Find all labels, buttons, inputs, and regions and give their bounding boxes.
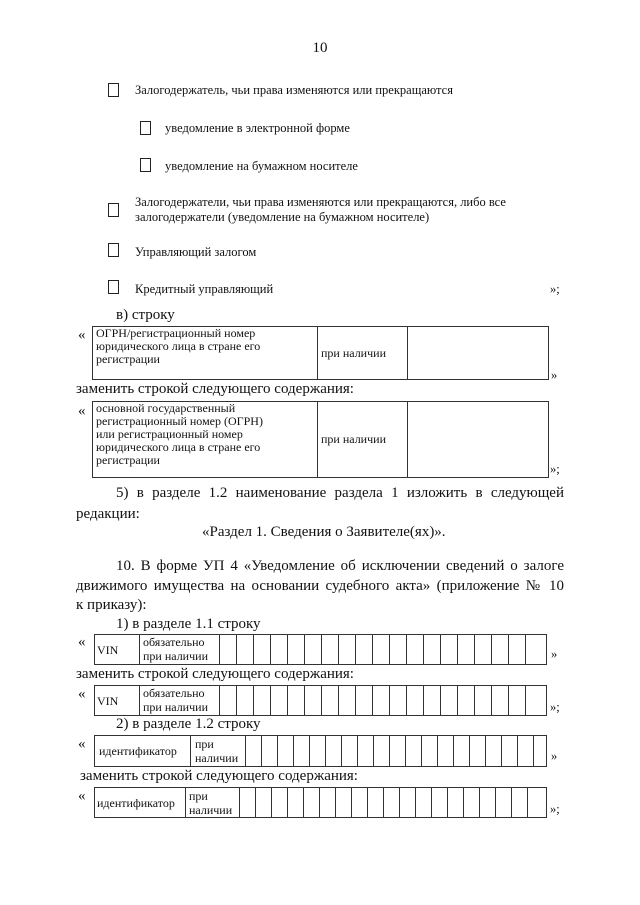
option-pledgeholders-line2: залогодержатели (уведомление на бумажном носителе) (135, 210, 430, 224)
id-row-new (94, 787, 547, 818)
vin-row-new (94, 685, 547, 716)
text: основной государственный (96, 401, 236, 415)
option-manager-label: Управляющий залогом (135, 245, 257, 259)
table-ogrn-old-cell2: при наличии (318, 327, 408, 380)
sub-item-2: 2) в разделе 1.2 строку (116, 716, 261, 732)
open-quote: « (78, 686, 86, 702)
table-ogrn-new-cell1 (93, 402, 318, 478)
option-pledgeholder-label: Залогодержатель, чьи права изменяются или прекращаются (135, 83, 453, 97)
end-mark: »; (550, 282, 560, 296)
vin-row-old (94, 634, 547, 665)
id-row-old (94, 735, 547, 767)
text: при (195, 737, 214, 751)
checkbox-pledgeholder[interactable] (108, 83, 119, 97)
open-quote: « (78, 403, 86, 419)
end-mark: »; (550, 700, 560, 714)
vin-label: VIN (97, 694, 119, 708)
table-ogrn-new-cell3 (408, 402, 549, 478)
para10-line3: к приказу): (76, 597, 147, 613)
text: юридического лица в стране его (96, 440, 261, 454)
option-paper-label: уведомление на бумажном носителе (165, 159, 358, 173)
checkbox-electronic[interactable] (140, 121, 151, 135)
text: юридического лица в стране его (96, 339, 261, 353)
page-number: 10 (312, 40, 328, 56)
id-requirement (195, 737, 238, 765)
para5-line2: редакции: (76, 506, 140, 522)
vin-requirement (143, 686, 208, 714)
option-pledgeholders-line1: Залогодержатели, чьи права изменяются или прекращаются, либо все (135, 195, 506, 209)
open-quote: « (78, 788, 86, 804)
replace-line-2: заменить строкой следующего содержания: (76, 666, 354, 682)
checkbox-paper[interactable] (140, 158, 151, 172)
table-ogrn-new-cell2: при наличии (318, 402, 408, 478)
table-ogrn-old-cell3 (408, 327, 549, 380)
id-label: идентификатор (99, 744, 177, 758)
section-title: «Раздел 1. Сведения о Заявителе(ях)». (202, 524, 446, 540)
id-requirement (189, 789, 232, 817)
vin-label: VIN (97, 643, 119, 657)
vin-requirement (143, 635, 208, 663)
open-quote: « (78, 327, 86, 343)
end-mark: »; (550, 802, 560, 816)
text: при (189, 789, 208, 803)
end-mark: » (551, 749, 558, 763)
end-mark: »; (550, 462, 560, 476)
text: наличии (189, 803, 233, 817)
open-quote: « (78, 736, 86, 752)
checkbox-credit-manager[interactable] (108, 280, 119, 294)
text: или регистрационный номер (96, 427, 243, 441)
option-credit-manager-label: Кредитный управляющий (135, 282, 274, 296)
option-electronic-label: уведомление в электронной форме (165, 121, 350, 135)
text: при наличии (143, 700, 208, 714)
table-ogrn-old (92, 326, 549, 380)
table-ogrn-old-cell1 (93, 327, 318, 380)
end-mark: » (551, 368, 558, 382)
id-label: идентификатор (97, 796, 175, 810)
text: при наличии (143, 649, 208, 663)
para5-line1: 5) в разделе 1.2 наименование раздела 1 изложить в следующей (116, 485, 564, 501)
text: обязательно (143, 635, 205, 649)
replace-line-3: заменить строкой следующего содержания: (80, 768, 358, 784)
text: ОГРН/регистрационный номер (96, 326, 256, 340)
open-quote: « (78, 634, 86, 650)
checkbox-manager[interactable] (108, 243, 119, 257)
text: наличии (195, 751, 239, 765)
sub-item-1: 1) в разделе 1.1 строку (116, 616, 261, 632)
table-ogrn-new (92, 401, 549, 478)
text: обязательно (143, 686, 205, 700)
text: регистрационный номер (ОГРН) (96, 414, 263, 428)
text: регистрации (96, 352, 160, 366)
text: регистрации (96, 453, 160, 467)
item-v: в) строку (116, 307, 175, 323)
checkbox-pledgeholders-all[interactable] (108, 203, 119, 217)
para10-line2: движимого имущества на основании судебного акта» (приложение № 10 (76, 578, 564, 594)
para10-line1: 10. В форме УП 4 «Уведомление об исключении сведений о залоге (116, 558, 564, 574)
end-mark: » (551, 647, 558, 661)
replace-line: заменить строкой следующего содержания: (76, 381, 354, 397)
